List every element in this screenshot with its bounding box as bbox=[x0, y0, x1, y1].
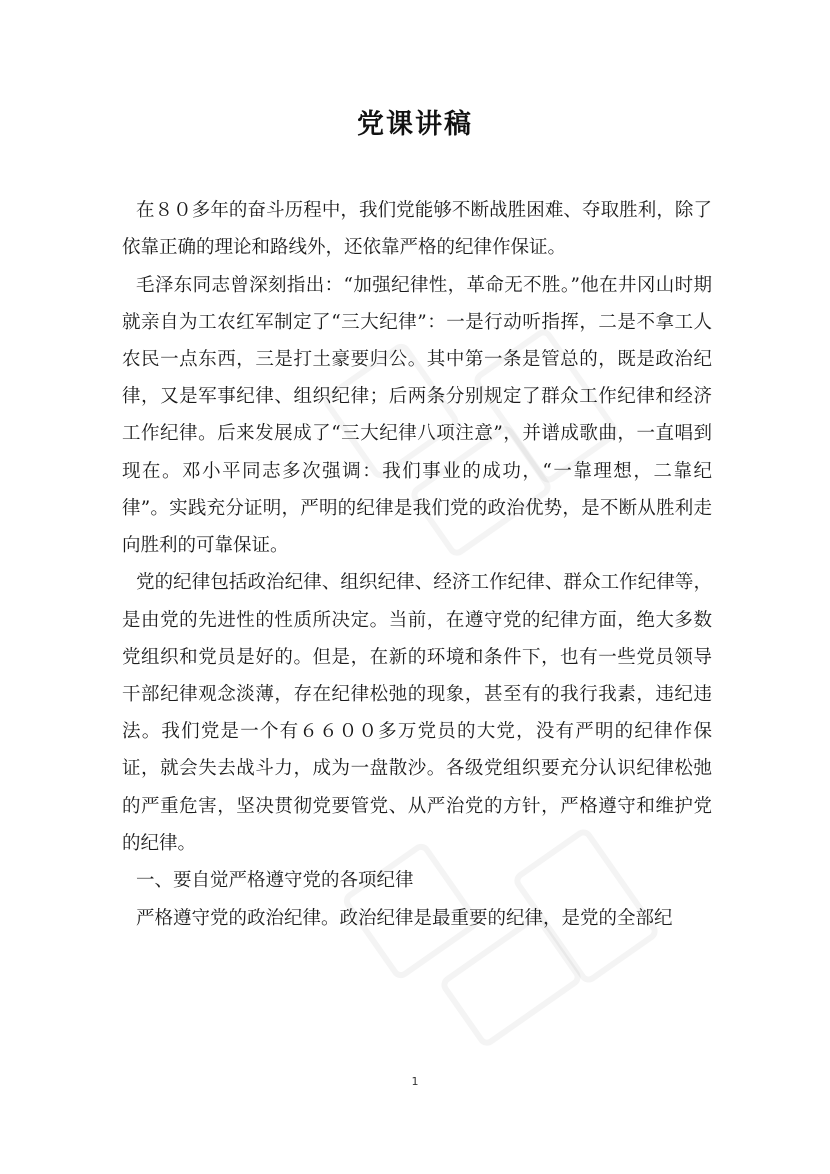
page-number: 1 bbox=[411, 1075, 419, 1088]
paragraph-3: 党的纪律包括政治纪律、组织纪律、经济工作纪律、群众工作纪律等，是由党的先进性的性质所决定。当前，在遵守党的纪律方面，绝大多数党组织和党员是好的。但是，在新的环境和条件下，也有一些党员领导干部纪律观念淡薄，存在纪律松弛的现象，甚至有的我行我素，违纪违法。我们党是一个有６６００多万党员的大党，没有严明的纪律作保证，就会失去战斗力，成为一盘散沙。各级党组织要充分认识纪律松弛的严重危害，坚决贯彻党要管党、从严治党的方针，严格遵守和维护党的纪律。 bbox=[122, 572, 712, 854]
paragraph-2: 毛泽东同志曾深刻指出：“加强纪律性，革命无不胜。”他在井冈山时期就亲自为工农红军制定了“三大纪律”：一是行动听指挥，二是不拿工人农民一点东西，三是打土豪要归公。其中第一条是管总的，既是政治纪律，又是军事纪律、组织纪律；后两条分别规定了群众工作纪律和经济工作纪律。后来发展成了“三大纪律八项注意”，并谱成歌曲，一直唱到现在。邓小平同志多次强调：我们事业的成功，“一靠理想，二靠纪律”。实践充分证明，严明的纪律是我们党的政治优势，是不断从胜利走向胜利的可靠保证。 bbox=[122, 274, 712, 557]
paragraph-1: 在８０多年的奋斗历程中，我们党能够不断战胜困难、夺取胜利，除了依靠正确的理论和路线外，还依靠严格的纪律作保证。 bbox=[122, 200, 712, 259]
section-heading: 一、要自觉严格遵守党的各项纪律 bbox=[136, 870, 414, 892]
document-title: 党课讲稿 bbox=[357, 109, 473, 140]
paragraph-4: 严格遵守党的政治纪律。政治纪律是最重要的纪律，是党的全部纪 bbox=[136, 907, 673, 929]
document-body bbox=[122, 192, 712, 937]
